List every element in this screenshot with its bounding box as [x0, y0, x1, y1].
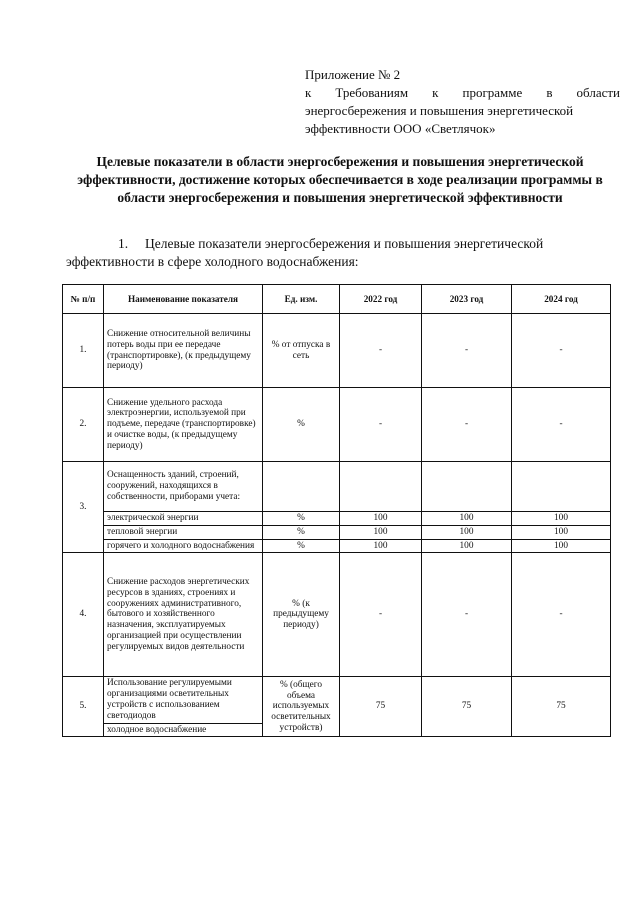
subrow-value: 100 — [512, 525, 611, 539]
row-unit: % (общего объема используемых осветительных устройств) — [263, 677, 340, 737]
row-name: Использование регулируемыми организациями осветительных устройств с использованием светодиодов — [104, 677, 263, 723]
row-value: - — [512, 553, 611, 677]
appendix-number: Приложение № 2 — [305, 67, 401, 82]
row-unit: % (к предыдущему периоду) — [263, 553, 340, 677]
subrow-value: 100 — [340, 525, 422, 539]
header-2022: 2022 год — [340, 285, 422, 314]
row-value: - — [512, 314, 611, 388]
appendix-line: к Требованиям к программе в области — [305, 85, 620, 100]
subrow-name: электрической энергии — [104, 512, 263, 526]
table-subrow — [63, 525, 611, 539]
header-name: Наименование показателя — [104, 285, 263, 314]
table-row — [63, 314, 611, 388]
row-value: - — [422, 314, 512, 388]
subrow-name: холодное водоснабжение — [104, 723, 263, 737]
row-value: - — [340, 388, 422, 462]
indicators-table — [62, 284, 611, 737]
row-value: - — [422, 553, 512, 677]
table-subrow — [63, 539, 611, 553]
subrow-value: 100 — [422, 512, 512, 526]
row-value: - — [512, 388, 611, 462]
row-value: - — [340, 314, 422, 388]
row-value — [422, 462, 512, 512]
table-row — [63, 388, 611, 462]
row-name: Снижение расходов энергетических ресурсов в зданиях, строениях и сооружениях административного, бытового и хозяйственного назначения, эксплуатируемых организацией при осуществлении регулируемых видов деятельности — [104, 553, 263, 677]
row-value: 75 — [422, 677, 512, 737]
subrow-value: 100 — [422, 539, 512, 553]
table-row — [63, 553, 611, 677]
table-row — [63, 677, 611, 723]
appendix-line: эффективности ООО «Светлячок» — [305, 121, 496, 136]
header-unit: Ед. изм. — [263, 285, 340, 314]
row-number: 2. — [63, 388, 104, 462]
subrow-value: 100 — [340, 512, 422, 526]
section-body: Целевые показатели энергосбережения и повышения энергетической эффективности в сфере холодного водоснабжения: — [66, 236, 544, 269]
table-subrow — [63, 512, 611, 526]
row-number: 1. — [63, 314, 104, 388]
header-2023: 2023 год — [422, 285, 512, 314]
subrow-unit: % — [263, 539, 340, 553]
document-title: Целевые показатели в области энергосбережения и повышения энергетической эффективности, достижение которых обеспечивается в ходе реализации программы в области энергосбережения и повышения энергетической эффективности — [77, 154, 603, 205]
row-number: 5. — [63, 677, 104, 737]
row-number: 4. — [63, 553, 104, 677]
table-header-row — [63, 285, 611, 314]
row-value: - — [422, 388, 512, 462]
subrow-value: 100 — [512, 539, 611, 553]
section-heading — [66, 235, 620, 271]
row-name: Оснащенность зданий, строений, сооружений, находящихся в собственности, приборами учета: — [104, 462, 263, 512]
row-name: Снижение удельного расхода электроэнергии, используемой при подъеме, передаче (транспортировке) и очистке воды, (к предыдущему периоду) — [104, 388, 263, 462]
section-text — [66, 235, 620, 271]
row-value: - — [340, 553, 422, 677]
row-name: Снижение относительной величины потерь воды при ее передаче (транспортировке), (к предыдущему периоду) — [104, 314, 263, 388]
subrow-value: 100 — [422, 525, 512, 539]
row-number: 3. — [63, 462, 104, 553]
appendix-line: энергосбережения и повышения энергетической — [305, 103, 574, 118]
row-unit: % от отпуска в сеть — [263, 314, 340, 388]
row-unit — [263, 462, 340, 512]
subrow-value: 100 — [340, 539, 422, 553]
header-num: № п/п — [63, 285, 104, 314]
subrow-unit: % — [263, 512, 340, 526]
row-value — [512, 462, 611, 512]
subrow-value: 100 — [512, 512, 611, 526]
row-value: 75 — [512, 677, 611, 737]
row-unit: % — [263, 388, 340, 462]
subrow-name: тепловой энергии — [104, 525, 263, 539]
section-number: 1. — [118, 236, 129, 251]
appendix-header — [305, 66, 620, 138]
header-2024: 2024 год — [512, 285, 611, 314]
row-value — [340, 462, 422, 512]
row-value: 75 — [340, 677, 422, 737]
table-row — [63, 462, 611, 512]
subrow-name: горячего и холодного водоснабжения — [104, 539, 263, 553]
subrow-unit: % — [263, 525, 340, 539]
